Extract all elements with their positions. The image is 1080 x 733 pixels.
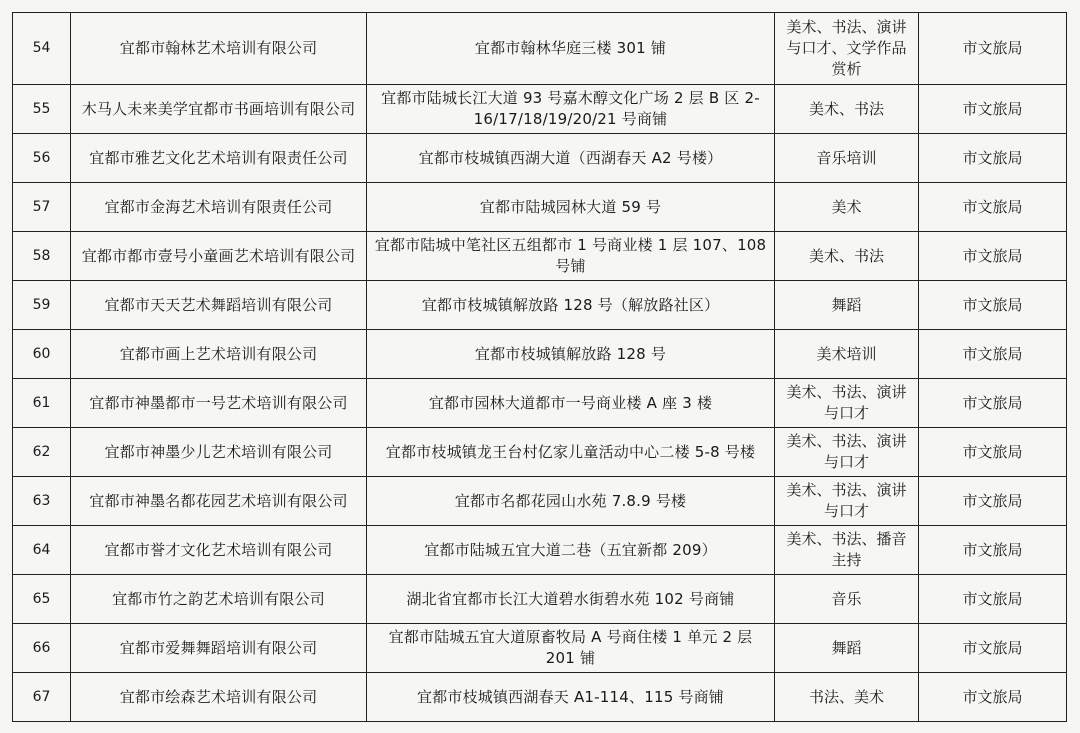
institution-name: 宜都市爱舞舞蹈培训有限公司 [71,624,367,673]
institution-name: 宜都市金海艺术培训有限责任公司 [71,183,367,232]
institution-name: 宜都市天天艺术舞蹈培训有限公司 [71,281,367,330]
training-institutions-table [12,12,1067,722]
institution-address: 宜都市陆城长江大道 93 号嘉木醇文化广场 2 层 B 区 2-16/17/18/19/20/21 号商铺 [367,85,775,134]
row-number: 59 [13,281,71,330]
supervising-dept: 市文旅局 [919,134,1067,183]
institution-name: 宜都市翰林艺术培训有限公司 [71,13,367,85]
institution-name: 宜都市神墨名都花园艺术培训有限公司 [71,477,367,526]
supervising-dept: 市文旅局 [919,379,1067,428]
training-subject: 舞蹈 [775,624,919,673]
row-number: 60 [13,330,71,379]
institution-name: 宜都市画上艺术培训有限公司 [71,330,367,379]
row-number: 61 [13,379,71,428]
table-row [13,624,1067,673]
institution-name: 宜都市雅艺文化艺术培训有限责任公司 [71,134,367,183]
training-subject: 美术 [775,183,919,232]
training-subject: 美术、书法、播音主持 [775,526,919,575]
institution-address: 宜都市枝城镇解放路 128 号（解放路社区） [367,281,775,330]
institution-address: 宜都市翰林华庭三楼 301 铺 [367,13,775,85]
institution-address: 宜都市陆城五宜大道原畜牧局 A 号商住楼 1 单元 2 层 201 铺 [367,624,775,673]
institution-address: 宜都市名都花园山水苑 7.8.9 号楼 [367,477,775,526]
institution-name: 宜都市神墨少儿艺术培训有限公司 [71,428,367,477]
institution-address: 宜都市枝城镇龙王台村亿家儿童活动中心二楼 5-8 号楼 [367,428,775,477]
table-row [13,379,1067,428]
row-number: 67 [13,673,71,722]
supervising-dept: 市文旅局 [919,183,1067,232]
row-number: 58 [13,232,71,281]
table-row [13,428,1067,477]
institution-address: 宜都市陆城中笔社区五组都市 1 号商业楼 1 层 107、108 号铺 [367,232,775,281]
supervising-dept: 市文旅局 [919,330,1067,379]
table-row [13,526,1067,575]
institution-address: 宜都市陆城园林大道 59 号 [367,183,775,232]
supervising-dept: 市文旅局 [919,232,1067,281]
training-subject: 美术、书法、演讲与口才、文学作品赏析 [775,13,919,85]
institution-address: 宜都市枝城镇解放路 128 号 [367,330,775,379]
table-row [13,85,1067,134]
supervising-dept: 市文旅局 [919,13,1067,85]
institution-address: 宜都市园林大道都市一号商业楼 A 座 3 楼 [367,379,775,428]
training-subject: 音乐培训 [775,134,919,183]
institution-address: 宜都市枝城镇西湖大道（西湖春天 A2 号楼） [367,134,775,183]
institution-name: 木马人未来美学宜都市书画培训有限公司 [71,85,367,134]
supervising-dept: 市文旅局 [919,575,1067,624]
table-row [13,575,1067,624]
table-row [13,330,1067,379]
training-subject: 美术、书法、演讲与口才 [775,477,919,526]
row-number: 56 [13,134,71,183]
institution-name: 宜都市誉才文化艺术培训有限公司 [71,526,367,575]
row-number: 63 [13,477,71,526]
supervising-dept: 市文旅局 [919,624,1067,673]
institution-address: 湖北省宜都市长江大道碧水街碧水苑 102 号商铺 [367,575,775,624]
institution-name: 宜都市绘森艺术培训有限公司 [71,673,367,722]
supervising-dept: 市文旅局 [919,85,1067,134]
supervising-dept: 市文旅局 [919,428,1067,477]
training-subject: 美术、书法、演讲与口才 [775,428,919,477]
training-subject: 书法、美术 [775,673,919,722]
row-number: 54 [13,13,71,85]
institution-address: 宜都市陆城五宜大道二巷（五宜新都 209） [367,526,775,575]
table-row [13,232,1067,281]
institution-name: 宜都市竹之韵艺术培训有限公司 [71,575,367,624]
row-number: 62 [13,428,71,477]
table-body [13,13,1067,722]
table-row [13,183,1067,232]
row-number: 66 [13,624,71,673]
row-number: 55 [13,85,71,134]
institution-name: 宜都市神墨都市一号艺术培训有限公司 [71,379,367,428]
supervising-dept: 市文旅局 [919,281,1067,330]
training-subject: 舞蹈 [775,281,919,330]
supervising-dept: 市文旅局 [919,477,1067,526]
training-subject: 美术、书法 [775,232,919,281]
training-subject: 美术、书法、演讲与口才 [775,379,919,428]
row-number: 65 [13,575,71,624]
row-number: 64 [13,526,71,575]
row-number: 57 [13,183,71,232]
table-row [13,477,1067,526]
table-row [13,134,1067,183]
table-row [13,13,1067,85]
institution-name: 宜都市都市壹号小童画艺术培训有限公司 [71,232,367,281]
table-row [13,281,1067,330]
institution-address: 宜都市枝城镇西湖春天 A1-114、115 号商铺 [367,673,775,722]
supervising-dept: 市文旅局 [919,673,1067,722]
table-row [13,673,1067,722]
supervising-dept: 市文旅局 [919,526,1067,575]
training-subject: 音乐 [775,575,919,624]
training-subject: 美术培训 [775,330,919,379]
training-subject: 美术、书法 [775,85,919,134]
